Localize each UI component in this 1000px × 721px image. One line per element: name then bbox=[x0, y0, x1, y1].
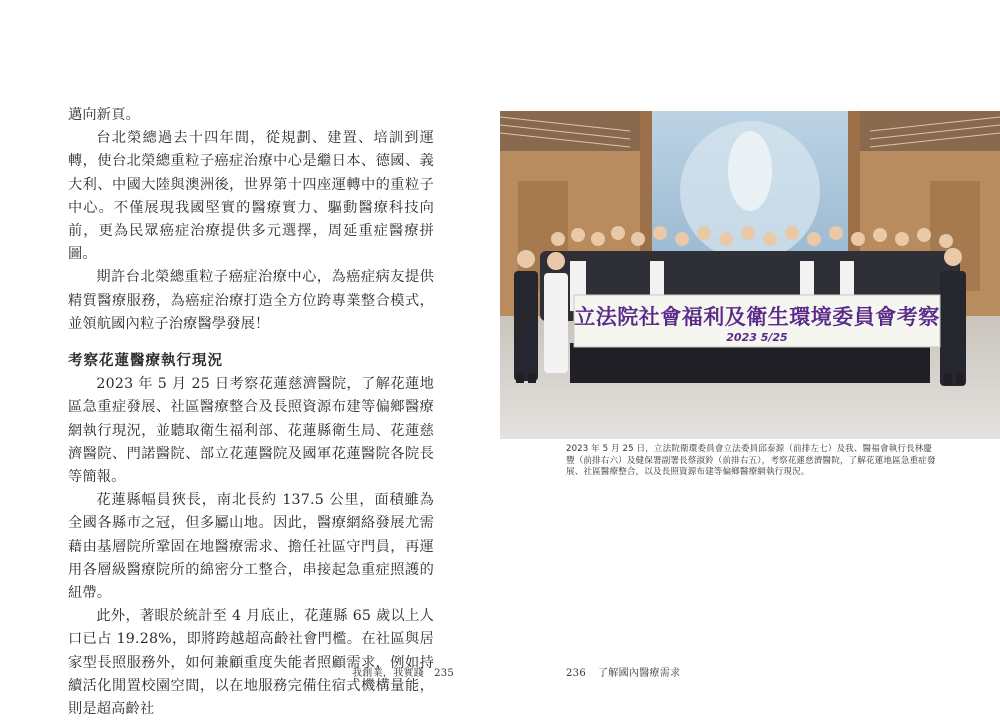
section-heading: 考察花蓮醫療執行現況 bbox=[68, 353, 223, 370]
page-footer bbox=[352, 664, 454, 679]
page-number: 235 bbox=[434, 668, 455, 679]
page-number: 236 bbox=[566, 668, 586, 679]
page-footer bbox=[566, 664, 680, 679]
running-title: 我創業，我實踐 bbox=[352, 668, 425, 679]
paragraph: 邁向新頁。 bbox=[68, 107, 140, 123]
paragraph: 2023 年 5 月 25 日考察花蓮慈濟醫院，了解花蓮地區急重症發展、社區醫療整合及長照資源布建等偏鄉醫療網執行現況，並聽取衛生福利部、花蓮縣衛生局、花蓮慈濟醫院、門諾醫院、部立花蓮醫院及國軍花蓮醫院各院長等簡報。 bbox=[68, 376, 434, 486]
paragraph: 台北榮總過去十四年間，從規劃、建置、培訓到運轉，使台北榮總重粒子癌症治療中心是繼日本、德國、義大利、中國大陸與澳洲後，世界第十四座運轉中的重粒子中心。不僅展現我國堅實的醫療實力、驅動醫療科技向前，更為民眾癌症治療提供多元選擇，周延重症醫療拼圖。 bbox=[68, 130, 434, 263]
right-page bbox=[500, 0, 1000, 709]
group-photo bbox=[500, 111, 1000, 439]
left-page bbox=[0, 0, 500, 718]
body-text bbox=[68, 104, 434, 721]
running-title: 了解國內醫療需求 bbox=[598, 668, 681, 679]
banner-text: 立法院社會福利及衛生環境委員會考察 bbox=[574, 305, 940, 329]
paragraph: 此外，著眼於統計至 4 月底止，花蓮縣 65 歲以上人口已占 19.28%，即將跨越超高齡社會門檻。在社區與居家型長照服務外，如何兼顧重度失能者照顧需求，例如持續活化閒置校園空間，以在地服務完備住宿式機構量能，則是超高齡社 bbox=[68, 608, 434, 718]
photo-caption: 2023 年 5 月 25 日，立法院衛環委員會立法委員邱泰源（前排左七）及我、醫福會執行長林慶豐（前排右六）及健保署副署長蔡淑鈴（前排右五），考察花蓮慈濟醫院，了解花蓮地區急重症發展、社區醫療整合，以及長照資源布建等偏鄉醫療網執行現況。 bbox=[566, 444, 936, 478]
paragraph: 花蓮縣幅員狹長，南北長約 137.5 公里，面積雖為全國各縣市之冠，但多屬山地。因此，醫療網絡發展尤需藉由基層院所鞏固在地醫療需求、擔任社區守門員，再運用各層級醫療院所的綿密分工整合，串接起急重症照護的紐帶。 bbox=[68, 492, 434, 602]
banner-date: 2023 5/25 bbox=[726, 331, 788, 344]
paragraph: 期許台北榮總重粒子癌症治療中心，為癌症病友提供精質醫療服務，為癌症治療打造全方位跨專業整合模式，並領航國內粒子治療醫學發展！ bbox=[68, 269, 434, 332]
